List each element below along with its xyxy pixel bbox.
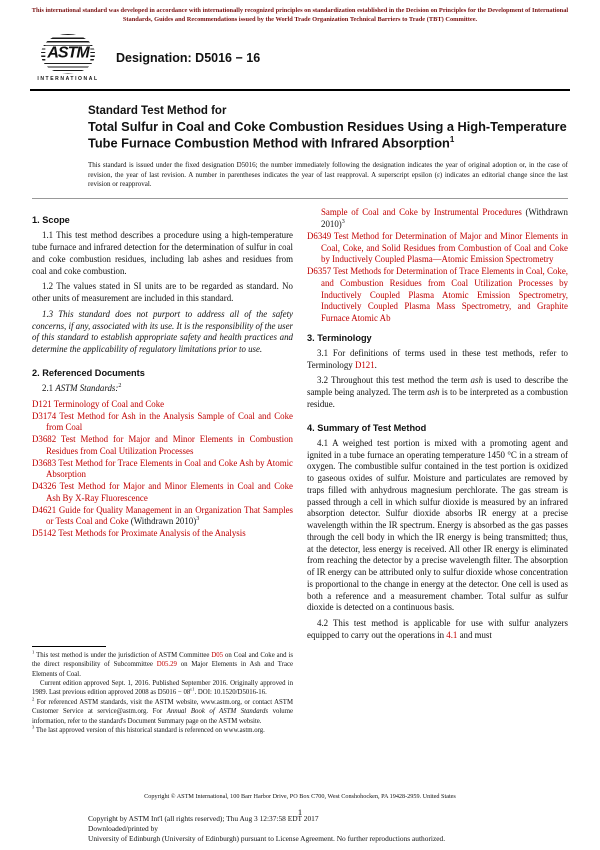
text-segment: 3 (32, 724, 35, 730)
paragraph-1-1: 1.1 This test method describes a procedure using a high-temperature tube furnace and infrared detection for the determination of sulfur in coal and coke combustion residues, including lab ashes and residues from coal and coke combustion. (32, 230, 293, 276)
reference-item (307, 231, 568, 266)
text-segment: 3 (196, 516, 200, 523)
footnote-1-continued (32, 679, 293, 698)
text-segment: . (374, 359, 377, 370)
page-title-text: Total Sulfur in Coal and Coke Combustion Residues Using a High-Temperature Tube Furnace Combustion Method with Infrared Absorption (88, 118, 567, 151)
text-segment: 4.2 This test method is applicable for use with sulfur analyzers equipped to carry out the operations in (307, 618, 568, 640)
section-4-heading: 4. Summary of Test Method (307, 422, 427, 433)
footnote-3 (32, 726, 293, 735)
tbt-notice: This international standard was developed in accordance with internationally recognized principles on standardization established in the Decision on Principles for the Development of International Standards, Guides and Recommendations issued by the World Trade Organization Technical Barriers to Trade (TBT) Committee. (31, 7, 569, 23)
text-segment: 2.1 (42, 383, 56, 394)
text-segment: Annual Book of ASTM Standards (166, 708, 269, 716)
paragraph-1-2: 1.2 The values stated in SI units are to be regarded as standard. No other units of measurement are included in this standard. (32, 281, 293, 304)
paragraph-3-1 (307, 348, 568, 372)
text-segment: 3 (341, 219, 345, 226)
paragraph-4-2 (307, 618, 568, 642)
reference-link[interactable]: D05.29 (156, 661, 177, 669)
text-segment: 1 (32, 649, 35, 655)
text-segment: 3.2 Throughout this test method the term (317, 375, 471, 386)
section-2-heading: 2. Referenced Documents (32, 367, 145, 378)
text-segment: ash (470, 375, 483, 386)
text-segment: 2 (32, 696, 35, 702)
reference-link[interactable]: D5142 Test Methods for Proximate Analysis of the Analysis (32, 528, 246, 539)
text-segment: ε1 (190, 687, 195, 693)
text-segment: ash (427, 387, 440, 398)
reference-link[interactable]: D3683 Test Method for Trace Elements in Coal and Coke Ash by Atomic Absorption (32, 457, 293, 480)
text-segment: 2 (118, 383, 122, 390)
title-kicker: Standard Test Method for (88, 104, 227, 117)
reference-list-left (32, 399, 293, 540)
page-title (88, 119, 568, 152)
reference-item (307, 266, 568, 325)
reference-link[interactable]: D121 Terminology of Coal and Coke (32, 398, 165, 409)
text-segment: For referenced ASTM standards, visit the ASTM website, www.astm.org, or contact ASTM Customer Service at service@astm.org. For (32, 698, 293, 716)
reference-link[interactable]: D6357 Test Methods for Determination of Trace Elements in Coal, Coke, and Combustion Residues from Coal Utilization Processes by Inductively Coupled Plasma Atomic Emission Spectrometry, Inductively Coupled Plasma Mass Spectrometry, and Graphite Furnace Atomic Ab (307, 266, 568, 324)
text-segment: on Coal and Coke and is the direct responsibility of Subcommittee (32, 651, 293, 669)
footnote-separator (32, 646, 106, 647)
text-segment: on Major Elements in Ash and Trace Elements of Coal. (32, 661, 293, 678)
text-segment: . DOI: 10.1520/D5016-16. (194, 689, 267, 697)
text-segment: and must (457, 629, 492, 640)
reference-item (32, 481, 293, 505)
astm-logo (36, 34, 100, 82)
astm-globe-icon (41, 34, 95, 74)
reference-item (32, 505, 293, 529)
header-rule (30, 89, 570, 91)
text-segment: Current edition approved Sept. 1, 2016. Published September 2016. Originally approved in 1989. Last previous edition approved 2008 as D5016 − 08 (32, 680, 293, 697)
stamp-line-2: Downloaded/printed by (88, 824, 158, 834)
text-segment: is used to describe the sample being analyzed. The term (307, 375, 568, 398)
section-1-heading: 1. Scope (32, 215, 70, 226)
paragraph-4-1: 4.1 A weighed test portion is mixed with a promoting agent and ignited in a tube furnace an operating temperature 1450 °C in a stream of oxygen. The combustible sulfur contained in the test portion is oxidized to gaseous oxides of sulfur. Moisture and particulates are removed by traps filled with anhydrous magnesium perchlorate. The gas stream is passed through a cell in which sulfur dioxide is measured by an infrared absorption detector. Sulfur dioxide absorbs IR energy at a precise wavelength within the IR spectrum. Energy is absorbed as the gas passes through the cell body in which the IR energy is being transmitted; thus, at the detector, less energy is received. All other IR energy is eliminated from reaching the detector by a precise wavelength filter. The absorption of IR energy can be attributed only to sulfur dioxide whose concentration is proportional to the change in energy at the detector. One cell is used as both a reference and a measurement chamber. Total sulfur as sulfur dioxide is detected on a continuous basis. (307, 437, 568, 613)
reference-item-continuation (307, 207, 568, 231)
reference-link[interactable]: D4621 Guide for Quality Management in an Organization That Samples or Tests Coal and Coke (32, 504, 293, 527)
text-segment: (Withdrawn 2010) (128, 516, 197, 527)
text-segment: This test method is under the jurisdiction of ASTM Committee (34, 651, 212, 659)
reference-link[interactable]: D121 (354, 359, 375, 370)
text-segment: ASTM Standards: (55, 383, 119, 394)
stamp-line-3: University of Edinburgh (University of Edinburgh) pursuant to License Agreement. No further reproductions authorized. (88, 834, 446, 844)
paragraph-3-2 (307, 375, 568, 410)
reference-link[interactable]: D4326 Test Method for Major and Minor Elements in Coal and Coke Ash By X-Ray Fluorescence (32, 481, 293, 503)
paragraph-1-3: 1.3 This standard does not purport to address all of the safety concerns, if any, associated with its use. It is the responsibility of the user of this standard to establish appropriate safety and health practices and determine the applicability of regulatory limitations prior to use. (32, 308, 293, 355)
text-segment: 3.1 For definitions of terms used in these test methods, refer to Terminology (307, 347, 568, 370)
left-column (32, 207, 293, 735)
footnote-1 (32, 651, 293, 679)
right-column (307, 207, 568, 735)
reference-item (32, 458, 293, 482)
text-segment: (Withdrawn 2010) (321, 207, 568, 230)
text-segment: The last approved version of this historical standard is referenced on www.astm.org. (34, 726, 265, 734)
issue-note: This standard is issued under the fixed designation D5016; the number immediately following the designation indicates the year of original adoption or, in the case of revision, the year of last revision. A number in parentheses indicates the year of last reapproval. A superscript epsilon (ε) indicates an editorial change since the last revision or reapproval. (88, 160, 568, 189)
reference-item (32, 399, 293, 411)
section-3-heading: 3. Terminology (307, 332, 372, 343)
reference-link[interactable]: Sample of Coal and Coke by Instrumental Procedures (321, 207, 522, 218)
reference-item (32, 411, 293, 435)
footnote-2 (32, 698, 293, 726)
download-stamp (88, 814, 445, 844)
reference-link[interactable]: D6349 Test Method for Determination of Major and Minor Elements in Coal, Coke, and Solid Residues from Combustion of Coal and Coke by Inductively Coupled Plasma—Atomic Emission Spectrometry (307, 230, 568, 265)
reference-link[interactable]: 4.1 (446, 629, 458, 640)
two-column-body (0, 199, 600, 735)
astm-logo-text: ASTM (47, 44, 89, 62)
reference-item (32, 434, 293, 458)
title-block (88, 104, 568, 152)
reference-list-right (307, 207, 568, 325)
stamp-line-1: Copyright by ASTM Int'l (all rights reserved); Thu Aug 3 12:37:58 EDT 2017 (88, 814, 319, 824)
reference-link[interactable]: D05 (211, 651, 224, 659)
text-segment: is to be interpreted as a combustion residue. (307, 387, 568, 409)
reference-item (32, 528, 293, 540)
designation: Designation: D5016 − 16 (116, 50, 261, 65)
footer-copyright: Copyright © ASTM International, 100 Barr Harbor Drive, PO Box C700, West Conshohocken, PA 19428-2959. United States (144, 793, 456, 800)
text-segment: volume information, refer to the standard's Document Summary page on the ASTM website. (32, 708, 294, 725)
header (0, 25, 600, 89)
astm-logo-subtext: INTERNATIONAL (37, 75, 99, 82)
footnotes (32, 640, 293, 735)
page-number: 1 (297, 807, 303, 817)
title-footnote-marker: 1 (449, 135, 455, 145)
reference-link[interactable]: D3174 Test Method for Ash in the Analysis Sample of Coal and Coke from Coal (32, 410, 293, 433)
reference-link[interactable]: D3682 Test Method for Major and Minor Elements in Combustion Residues from Coal Utilization Processes (32, 434, 293, 456)
paragraph-2-1 (32, 383, 293, 395)
